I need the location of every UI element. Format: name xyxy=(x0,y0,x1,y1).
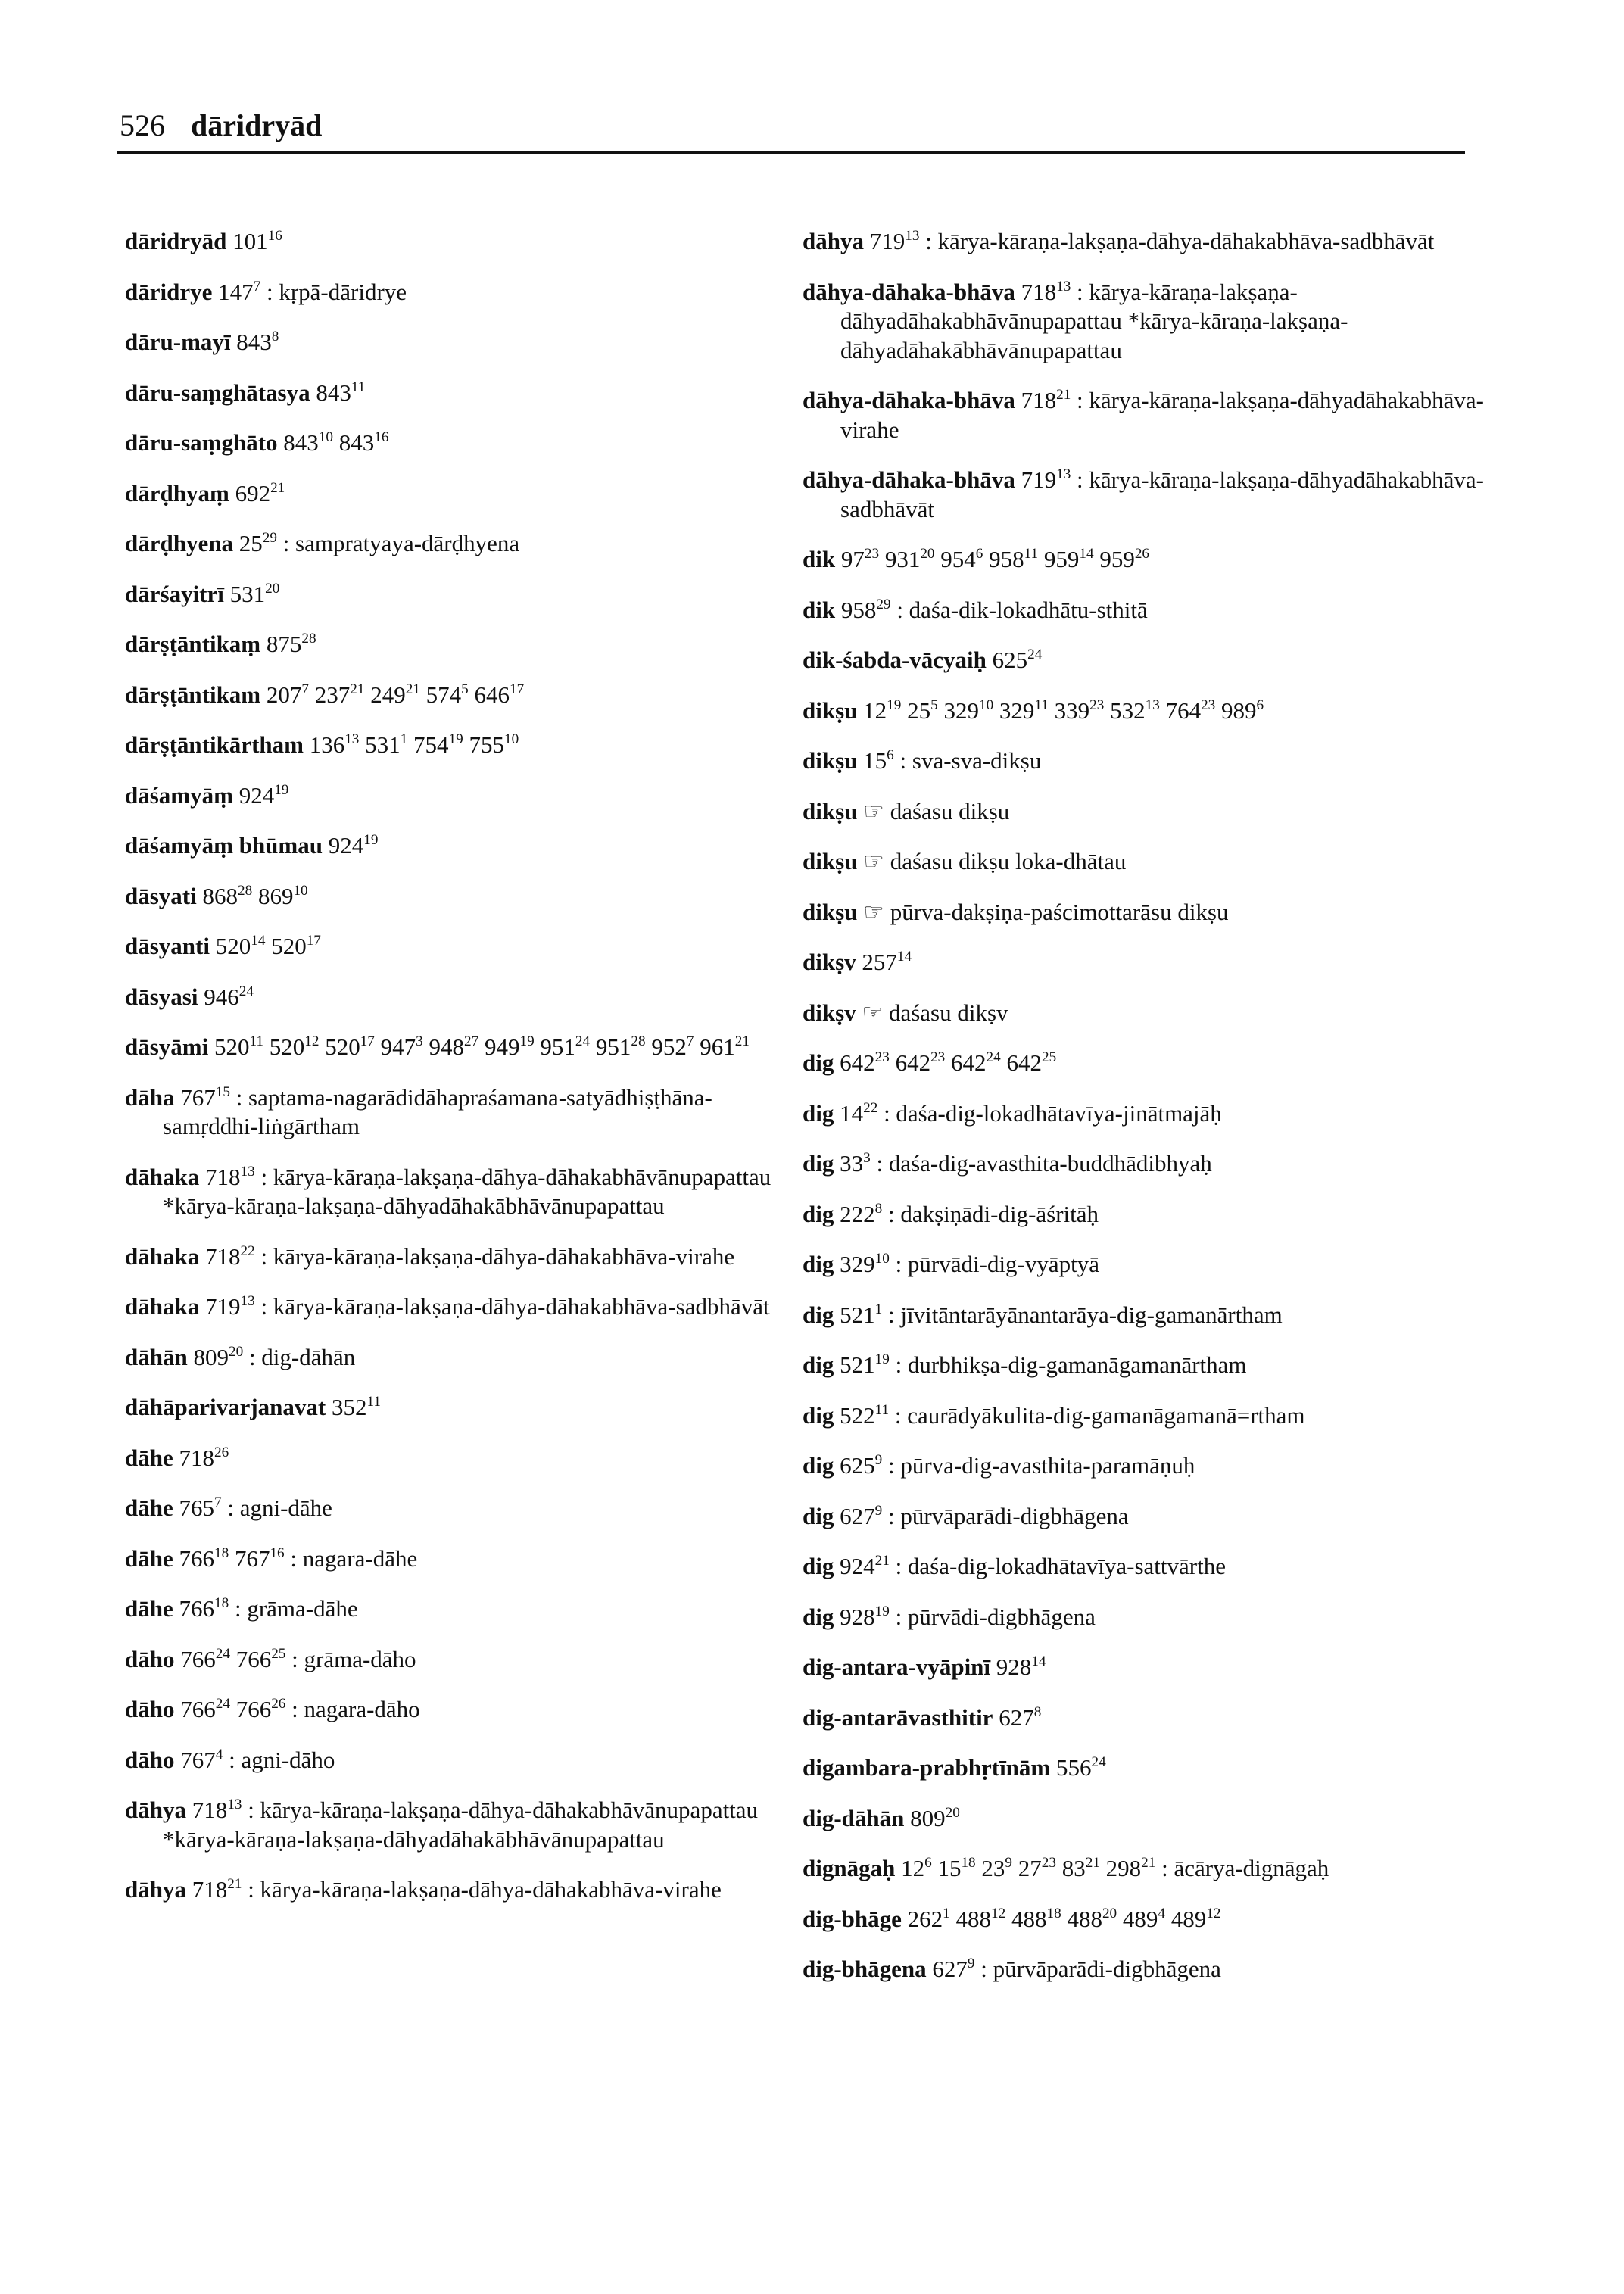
entry-headword: dārḍhyena xyxy=(125,530,233,556)
index-entry xyxy=(125,932,791,962)
entry-headword: dāhāparivarjanavat xyxy=(125,1394,326,1420)
index-entry xyxy=(125,1645,791,1675)
entry-context: : kārya-kāraṇa-lakṣaṇa-dāhyadāhakabhāva-sadbhāvāt xyxy=(840,466,1484,522)
entry-headword: dig xyxy=(803,1099,834,1127)
running-head: dāridryād xyxy=(191,108,323,142)
index-entry xyxy=(125,1292,791,1322)
entry-headword: dig xyxy=(803,1150,834,1177)
entry-references: $719^{13}$ xyxy=(1021,466,1071,493)
entry-headword: dig-bhāgena xyxy=(803,1956,927,1982)
index-entry xyxy=(125,1163,791,1221)
entry-headword: dāhaka xyxy=(125,1163,200,1190)
entry-references: $627^9$ xyxy=(840,1502,883,1529)
index-entry xyxy=(803,697,1484,726)
entry-headword: dāhe xyxy=(125,1444,173,1471)
entry-headword: dāru-saṃghāto xyxy=(125,429,278,456)
entry-context: daśasu dikṣu xyxy=(890,797,1010,824)
index-entry xyxy=(803,948,1484,977)
index-entry xyxy=(803,1250,1484,1279)
entry-references: $958^{29}$ xyxy=(840,596,891,623)
entry-headword: dārśayitrī xyxy=(125,580,224,607)
entry-context: : kārya-kāraṇa-lakṣaṇa-dāhyadāhakabhāvānupapattau *kārya-kāraṇa-lakṣaṇa-dāhyadāhakābhāvānupapattau xyxy=(840,278,1348,363)
index-entry xyxy=(803,1451,1484,1481)
entry-context: : nagara-dāhe xyxy=(290,1544,418,1572)
index-entry xyxy=(125,227,791,257)
entry-references: $207^7$ $237^{21}$ $249^{21}$ $574^5$ $646^{17}$ xyxy=(266,681,525,708)
entry-headword: dignāgaḥ xyxy=(803,1855,896,1881)
index-entry xyxy=(803,1905,1484,1934)
entry-headword: dikṣu xyxy=(803,697,858,724)
entry-headword: dāridrye xyxy=(125,278,213,305)
index-entry xyxy=(125,479,791,509)
entry-context: : ācārya-dignāgaḥ xyxy=(1161,1855,1329,1881)
entry-references: $521^1$ xyxy=(840,1301,883,1328)
entry-headword: dāsyanti xyxy=(125,933,210,959)
entry-references: $718^{21}$ xyxy=(1021,387,1071,413)
entry-context: : daśa-dik-lokadhātu-sthitā xyxy=(896,596,1148,623)
page-number: 526 xyxy=(120,108,165,142)
entry-references: $329^{10}$ xyxy=(840,1251,890,1277)
entry-headword: dikṣv xyxy=(803,999,856,1026)
index-entry xyxy=(803,797,1484,827)
entry-headword: dig-dāhān xyxy=(803,1804,905,1831)
entry-headword: dāsyasi xyxy=(125,983,198,1010)
index-entry xyxy=(125,983,791,1012)
entry-references: $946^{24}$ xyxy=(204,983,254,1010)
right-column xyxy=(803,227,1484,1984)
index-entry xyxy=(125,731,791,760)
page-header xyxy=(120,108,1460,143)
entry-headword: dāhaka xyxy=(125,1293,200,1320)
index-entry xyxy=(803,999,1484,1028)
entry-references: $843^{11}$ xyxy=(316,379,366,406)
entry-headword: dāru-mayī xyxy=(125,329,231,355)
entry-references: $625^{24}$ xyxy=(992,647,1043,673)
entry-references: $924^{19}$ xyxy=(328,832,379,859)
index-entry xyxy=(803,1200,1484,1230)
entry-context: pūrva-dakṣiṇa-paścimottarāsu dikṣu xyxy=(890,898,1229,925)
entry-references: $928^{19}$ xyxy=(840,1603,890,1630)
entry-context: : sampratyaya-dārḍhyena xyxy=(282,530,520,556)
entry-headword: dig xyxy=(803,1452,834,1479)
index-entry xyxy=(125,1242,791,1272)
entry-headword: dāho xyxy=(125,1746,175,1773)
index-entry xyxy=(125,379,791,408)
index-entry xyxy=(125,1746,791,1775)
entry-headword: dig xyxy=(803,1049,834,1076)
entry-headword: dikṣu xyxy=(803,747,858,774)
entry-context: : sva-sva-dikṣu xyxy=(899,747,1042,774)
entry-headword: dikṣu xyxy=(803,848,858,874)
entry-references: $718^{13}$ xyxy=(1021,278,1071,305)
entry-headword: dārṣṭāntikārtham xyxy=(125,731,304,758)
entry-headword: dāsyāmi xyxy=(125,1033,209,1060)
entry-context: : pūrvāparādi-digbhāgena xyxy=(980,1956,1221,1982)
index-entry xyxy=(125,781,791,811)
entry-headword: dāhya xyxy=(803,228,864,254)
entry-headword: dig-antarāvasthitir xyxy=(803,1703,993,1731)
index-entry xyxy=(803,1099,1484,1129)
entry-context: : kārya-kāraṇa-lakṣaṇa-dāhya-dāhakabhāva-sadbhāvāt xyxy=(925,228,1435,254)
index-entry xyxy=(803,1502,1484,1532)
entry-references: $352^{11}$ xyxy=(332,1394,381,1420)
entry-headword: dāridryād xyxy=(125,228,227,254)
index-entry xyxy=(125,1875,791,1905)
entry-references: $809^{20}$ xyxy=(910,1804,960,1831)
entry-context: : dakṣiṇādi-dig-āśritāḥ xyxy=(887,1200,1099,1227)
entry-headword: dāhe xyxy=(125,1495,173,1521)
index-entry xyxy=(803,596,1484,625)
entry-headword: dāha xyxy=(125,1083,175,1111)
pointer-icon: ☞ xyxy=(863,848,884,874)
entry-references: $718^{26}$ xyxy=(179,1444,229,1471)
entry-references: $521^{19}$ xyxy=(840,1351,890,1378)
entry-references: $642^{23}$ $642^{23}$ $642^{24}$ $642^{25}$ xyxy=(840,1049,1057,1076)
entry-headword: dāhe xyxy=(125,1544,173,1572)
entry-references: $718^{13}$ xyxy=(192,1797,242,1823)
entry-references: $843^8$ xyxy=(236,329,279,355)
entry-references: $767^{15}$ xyxy=(180,1083,230,1111)
entry-context: : grāma-dāhe xyxy=(234,1595,358,1622)
entry-headword: dig xyxy=(803,1251,834,1277)
entry-headword: digambara-prabhṛtīnām xyxy=(803,1754,1051,1781)
index-entry xyxy=(125,1544,791,1574)
entry-headword: dāhān xyxy=(125,1343,188,1370)
index-entry xyxy=(125,1343,791,1373)
entry-headword: dikṣv xyxy=(803,949,856,975)
index-entry xyxy=(125,429,791,458)
entry-context: : dig-dāhān xyxy=(248,1343,356,1370)
entry-references: $222^8$ xyxy=(840,1200,883,1227)
index-entry xyxy=(803,1854,1484,1884)
entry-references: $719^{13}$ xyxy=(869,228,920,254)
index-entry xyxy=(803,1653,1484,1682)
entry-references: $520^{11}$ $520^{12}$ $520^{17}$ $947^3$ $948^{27}$ $949^{19}$ $951^{24}$ $951^{28}$ $952^7$ $961^{21}$ xyxy=(214,1033,750,1060)
entry-context: : daśa-dig-lokadhātavīya-sattvārthe xyxy=(895,1553,1226,1579)
entry-context: : agni-dāho xyxy=(229,1746,335,1773)
entry-context: daśasu dikṣv xyxy=(888,999,1008,1026)
index-entry xyxy=(125,1494,791,1523)
entry-references: $868^{28}$ $869^{10}$ xyxy=(202,882,308,909)
entry-references: $147^7$ xyxy=(218,278,261,305)
entry-references: $924^{19}$ xyxy=(238,781,289,809)
entry-references: $14^{22}$ xyxy=(840,1099,878,1127)
entry-references: $766^{18}$ xyxy=(179,1595,229,1622)
entry-references: $625^9$ xyxy=(840,1452,883,1479)
entry-references: $809^{20}$ xyxy=(193,1343,244,1370)
entry-context: : kārya-kāraṇa-lakṣaṇa-dāhya-dāhakabhāva-virahe xyxy=(260,1242,735,1270)
index-entry xyxy=(803,545,1484,575)
entry-headword: dikṣu xyxy=(803,898,858,925)
entry-references: $556^{24}$ xyxy=(1056,1754,1106,1781)
entry-references: $765^7$ xyxy=(179,1495,222,1521)
entry-context: : kārya-kāraṇa-lakṣaṇa-dāhya-dāhakabhāvānupapattau *kārya-kāraṇa-lakṣaṇa-dāhyadāhakābhāvānupapattau xyxy=(163,1163,771,1219)
entry-references: $843^{10}$ $843^{16}$ xyxy=(283,429,389,456)
index-entry xyxy=(803,1552,1484,1582)
entry-context: : caurādyākulita-dig-gamanāgamanā=rtham xyxy=(894,1401,1305,1429)
entry-headword: dig xyxy=(803,1351,834,1378)
entry-references: $718^{13}$ xyxy=(204,1163,255,1190)
index-entry xyxy=(803,1301,1484,1330)
entry-context: : kārya-kāraṇa-lakṣaṇa-dāhya-dāhakabhāva-sadbhāvāt xyxy=(260,1293,770,1320)
index-entry xyxy=(803,646,1484,675)
entry-headword: dig xyxy=(803,1401,834,1429)
entry-headword: dāhe xyxy=(125,1595,173,1622)
entry-headword: dik-śabda-vācyaiḥ xyxy=(803,647,987,673)
entry-headword: dāhya xyxy=(125,1797,186,1823)
entry-headword: dāhya-dāhaka-bhāva xyxy=(803,387,1015,413)
index-entry xyxy=(125,1033,791,1062)
entry-context: : agni-dāhe xyxy=(227,1495,332,1521)
entry-references: $12^6$ $15^{18}$ $23^9$ $27^{23}$ $83^{21}$ $298^{21}$ xyxy=(901,1855,1156,1881)
index-entry xyxy=(125,882,791,912)
entry-context: : saptama-nagarādidāhapraśamana-satyādhiṣṭhāna-samṛddhi-liṅgārtham xyxy=(163,1083,712,1139)
entry-references: $97^{23}$ $931^{20}$ $954^6$ $958^{11}$ $959^{14}$ $959^{26}$ xyxy=(840,546,1150,572)
entry-references: $33^3$ xyxy=(840,1150,871,1177)
entry-headword: dāho xyxy=(125,1645,175,1672)
entry-references: $522^{11}$ xyxy=(840,1401,890,1429)
entry-references: $718^{22}$ xyxy=(204,1242,255,1270)
entry-headword: dāsyati xyxy=(125,882,197,909)
index-entry xyxy=(125,1444,791,1473)
entry-references: $767^4$ xyxy=(180,1746,223,1773)
index-entry xyxy=(803,1603,1484,1632)
entry-context: : durbhikṣa-dig-gamanāgamanārtham xyxy=(895,1351,1247,1378)
entry-references: $136^{13}$ $531^1$ $754^{19}$ $755^{10}$ xyxy=(309,731,519,758)
entry-references: $692^{21}$ xyxy=(235,479,285,506)
entry-context: : pūrvādi-digbhāgena xyxy=(895,1603,1096,1630)
entry-headword: dārṣṭāntikaṃ xyxy=(125,631,261,657)
entry-references: $257^{14}$ xyxy=(862,949,912,975)
entry-context: : daśa-dig-avasthita-buddhādibhyaḥ xyxy=(876,1150,1212,1177)
entry-context: : daśa-dig-lokadhātavīya-jinātmajāḥ xyxy=(884,1099,1222,1127)
index-entry xyxy=(125,1594,791,1624)
entry-headword: dik xyxy=(803,596,836,623)
index-entry xyxy=(125,529,791,559)
index-entry xyxy=(803,386,1484,444)
index-entry xyxy=(803,1955,1484,1984)
entry-headword: dig xyxy=(803,1200,834,1227)
index-entry xyxy=(125,1796,791,1854)
entry-references: $766^{24}$ $766^{26}$ xyxy=(180,1696,286,1722)
entry-references: $262^1$ $488^{12}$ $488^{18}$ $488^{20}$ $489^4$ $489^{12}$ xyxy=(907,1905,1221,1932)
entry-context: : kārya-kāraṇa-lakṣaṇa-dāhya-dāhakabhāva-virahe xyxy=(248,1876,722,1903)
index-entry xyxy=(803,1703,1484,1733)
entry-context: daśasu dikṣu loka-dhātau xyxy=(890,848,1127,874)
entry-references: $101^{16}$ xyxy=(232,228,282,254)
entry-headword: dāśamyāṃ bhūmau xyxy=(125,832,323,859)
entry-headword: dāhya-dāhaka-bhāva xyxy=(803,466,1015,493)
entry-headword: dāhya xyxy=(125,1876,186,1903)
header-rule xyxy=(117,151,1465,154)
index-entry xyxy=(125,630,791,659)
pointer-icon: ☞ xyxy=(862,999,884,1026)
index-entry xyxy=(803,1401,1484,1431)
index-entry xyxy=(803,898,1484,927)
entry-references: $719^{13}$ xyxy=(204,1293,255,1320)
entry-headword: dik xyxy=(803,546,836,572)
index-entry xyxy=(803,1149,1484,1179)
pointer-icon: ☞ xyxy=(863,797,884,824)
index-entry xyxy=(803,746,1484,776)
entry-references: $924^{21}$ xyxy=(840,1553,890,1579)
entry-references: $766^{24}$ $766^{25}$ xyxy=(180,1645,286,1672)
entry-headword: dig xyxy=(803,1502,834,1529)
index-entry xyxy=(125,831,791,861)
entry-headword: dikṣu xyxy=(803,797,858,824)
entry-headword: dig xyxy=(803,1603,834,1630)
entry-headword: dig xyxy=(803,1553,834,1579)
entry-context: : jīvitāntarāyānantarāya-dig-gamanārtham xyxy=(887,1301,1283,1328)
entry-headword: dāho xyxy=(125,1696,175,1722)
entry-references: $627^9$ xyxy=(932,1956,975,1982)
entry-headword: dārḍhyaṃ xyxy=(125,479,229,506)
entry-references: $766^{18}$ $767^{16}$ xyxy=(179,1544,285,1572)
index-entry xyxy=(125,278,791,307)
entry-references: $12^{19}$ $25^5$ $329^{10}$ $329^{11}$ $339^{23}$ $532^{13}$ $764^{23}$ $989^6$ xyxy=(863,697,1264,724)
index-entry xyxy=(125,328,791,357)
entry-headword: dig-antara-vyāpinī xyxy=(803,1653,991,1680)
index-entry xyxy=(803,1804,1484,1834)
index-entry xyxy=(125,1083,791,1142)
index-entry xyxy=(803,466,1484,524)
entry-headword: dig-bhāge xyxy=(803,1905,902,1932)
entry-headword: dārṣṭāntikam xyxy=(125,681,261,708)
entry-headword: dāhya-dāhaka-bhāva xyxy=(803,278,1015,305)
entry-headword: dāru-saṃghātasya xyxy=(125,379,310,406)
entry-references: $718^{21}$ xyxy=(192,1876,242,1903)
entry-context: : grāma-dāho xyxy=(291,1645,416,1672)
index-entry xyxy=(803,1753,1484,1783)
entry-references: $15^6$ xyxy=(863,747,894,774)
entry-context: : kṛpā-dāridrye xyxy=(266,278,407,305)
index-entry xyxy=(125,681,791,710)
index-entry xyxy=(803,847,1484,877)
index-entry xyxy=(125,1393,791,1423)
index-entry xyxy=(803,1351,1484,1380)
index-entry xyxy=(125,1695,791,1725)
entry-headword: dāśamyāṃ xyxy=(125,781,233,809)
index-entry xyxy=(803,227,1484,257)
entry-headword: dig xyxy=(803,1301,834,1328)
entry-context: : kārya-kāraṇa-lakṣaṇa-dāhya-dāhakabhāvānupapattau *kārya-kāraṇa-lakṣaṇa-dāhyadāhakābhāvānupapattau xyxy=(163,1797,759,1853)
entry-references: $531^{20}$ xyxy=(229,580,280,607)
entry-context: : pūrva-dig-avasthita-paramāṇuḥ xyxy=(887,1452,1195,1479)
entry-references: $25^{29}$ xyxy=(238,530,277,556)
index-entry xyxy=(803,278,1484,366)
entry-references: $520^{14}$ $520^{17}$ xyxy=(215,933,321,959)
entry-references: $627^8$ xyxy=(999,1703,1042,1731)
entry-context: : pūrvāparādi-digbhāgena xyxy=(887,1502,1129,1529)
entry-references: $928^{14}$ xyxy=(996,1653,1046,1680)
entry-references: $875^{28}$ xyxy=(266,631,316,657)
index-entry xyxy=(803,1049,1484,1078)
pointer-icon: ☞ xyxy=(863,898,884,925)
entry-context: : kārya-kāraṇa-lakṣaṇa-dāhyadāhakabhāva-virahe xyxy=(840,387,1484,443)
entry-context: : pūrvādi-dig-vyāptyā xyxy=(895,1251,1100,1277)
left-column xyxy=(125,227,791,1905)
entry-headword: dāhaka xyxy=(125,1242,200,1270)
entry-context: : nagara-dāho xyxy=(291,1696,420,1722)
index-entry xyxy=(125,580,791,609)
